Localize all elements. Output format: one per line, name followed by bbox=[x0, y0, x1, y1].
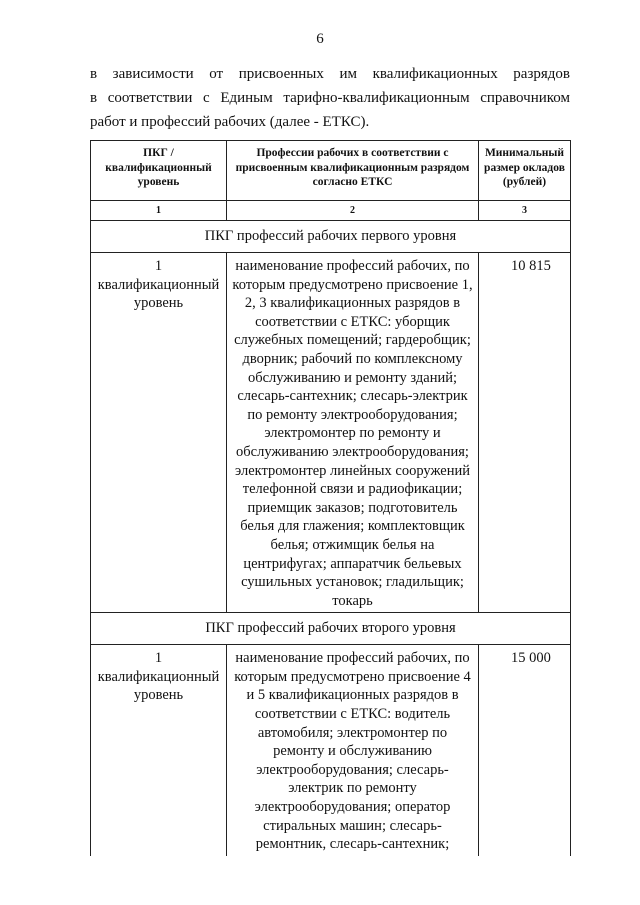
group-title-row bbox=[91, 613, 571, 645]
level-label: квалификационный уровень bbox=[97, 668, 220, 704]
table-row bbox=[91, 645, 571, 856]
qualification-level-cell bbox=[91, 253, 227, 613]
table-header-row bbox=[91, 141, 571, 201]
table-row bbox=[91, 253, 571, 613]
column-number: 2 bbox=[227, 201, 479, 221]
header-professions: Профессии рабочих в соответствии с присвоенным квалификационным разрядом согласно ЕТКС bbox=[227, 141, 479, 201]
level-number: 1 bbox=[154, 258, 163, 274]
level-label: квалификационный уровень bbox=[97, 276, 220, 312]
column-number-row bbox=[91, 201, 571, 221]
intro-line: в зависимости от присвоенных им квалификационных разрядов bbox=[90, 66, 570, 82]
group-title: ПКГ профессий рабочих первого уровня bbox=[91, 221, 571, 253]
professions-cell: наименование профессий рабочих, по которым предусмотрено присвоение 1, 2, 3 квалификационных разрядов в соответствии с ЕТКС: уборщик служебных помещений; гардеробщик; дворник; рабочий по комплексному обслуживанию и ремонту зданий; слесарь-сантехник; слесарь-электрик по ремонту электрооборудования; электромонтер по ремонту и обслуживанию электрооборудования; электромонтер линейных сооружений телефонной связи и радиофикации; приемщик заказов; подготовитель белья для глажения; комплектовщик белья; отжимщик белья на центрифугах; аппаратчик бельевых сушильных установок; гладильщик; токарь bbox=[227, 253, 479, 613]
column-number: 3 bbox=[479, 201, 571, 221]
column-number: 1 bbox=[91, 201, 227, 221]
header-pkg-level: ПКГ / квалификационный уровень bbox=[91, 141, 227, 201]
page-number: 6 bbox=[316, 31, 324, 47]
salary-cell bbox=[479, 253, 571, 613]
salary-cell bbox=[479, 645, 571, 856]
intro-line: в соответствии с Единым тарифно-квалификационным справочником bbox=[90, 90, 570, 106]
level-number: 1 bbox=[154, 650, 163, 667]
salary-value: 10 815 bbox=[511, 258, 551, 274]
intro-paragraph bbox=[90, 62, 570, 134]
group-title-row bbox=[91, 221, 571, 253]
intro-line: работ и профессий рабочих (далее - ЕТКС). bbox=[90, 114, 370, 130]
qualification-level-cell bbox=[91, 645, 227, 856]
salary-table bbox=[90, 140, 571, 856]
group-title: ПКГ профессий рабочих второго уровня bbox=[91, 613, 571, 645]
header-min-salary: Минимальный размер окладов (рублей) bbox=[479, 141, 571, 201]
professions-cell: наименование профессий рабочих, по которым предусмотрено присвоение 4 и 5 квалификационных разрядов в соответствии с ЕТКС: водитель автомобиля; электромонтер по ремонту и обслуживанию электрооборудования; слесарь-электрик по ремонту электрооборудования; оператор стиральных машин; слесарь-ремонтник, слесарь-сантехник; bbox=[227, 645, 479, 856]
salary-value: 15 000 bbox=[511, 650, 551, 667]
